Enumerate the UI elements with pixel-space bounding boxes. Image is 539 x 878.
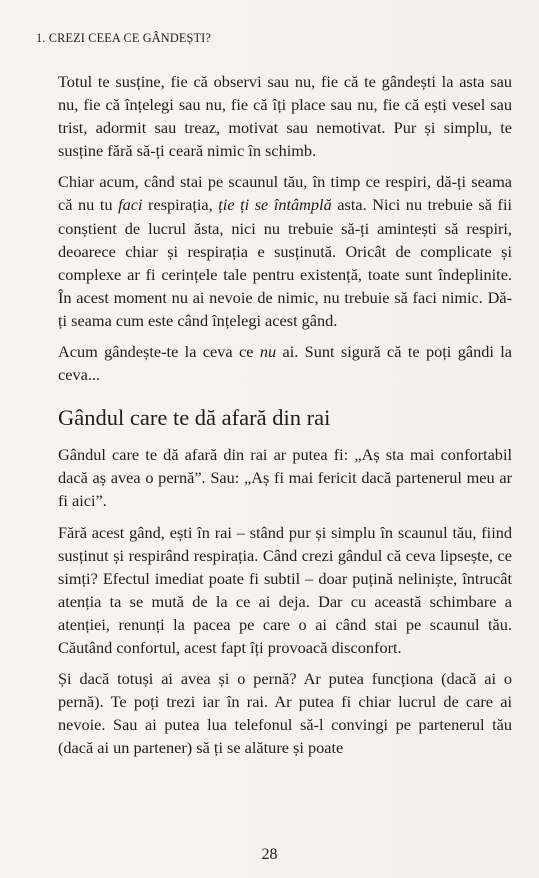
- page-content: [58, 70, 512, 767]
- running-head: 1. CREZI CEEA CE GÂNDEȘTI?: [36, 31, 212, 45]
- section-paragraph-3: Și dacă totuși ai avea și o pernă? Ar putea funcționa (dacă ai o pernă). Te poți trezi iar în rai. Ar putea fi chiar lucrul de care ai nevoie. Sau ai putea lua telefonul să-l convingi pe partenerul tău (dacă ai un partener) să ți se alăture și poate: [58, 669, 512, 758]
- paragraph-2-italic-2: ție ți se întâmplă: [218, 195, 332, 215]
- paragraph-2-part-3: asta. Nici nu trebuie să fii conștient de lucrul ăsta, nici nu trebuie să-ți amintești să respiri, deoarece chiar și respirația e susținută. Oricât de complicate și complexe ar fi cerințele tale pentru existență, toate sunt îndeplinite. În acest moment nu ai nevoie de nimic, nu trebuie să faci nimic. Dă-ți seama cum este când înțelegi acest gând.: [58, 195, 513, 330]
- section-paragraph-2: Fără acest gând, ești în rai – stând pur și simplu în scaunul tău, fiind susținut și respirând respirația. Când crezi gândul că ceva lipsește, ce simți? Efectul imediat poate fi subtil – doar puțină neliniște, întrucât atenția ta se mută de la ce ai deja. Dar cu această schimbare a atenției, renunți la pacea pe care o ai când stai pe scaunul tău. Căutând confortul, acest fapt îți provoacă disconfort.: [58, 522, 512, 657]
- section-paragraph-1: Gândul care te dă afară din rai ar putea fi: „Aș sta mai confortabil dacă aș avea o pernă”. Sau: „Aș fi mai fericit dacă partenerul meu ar fi aici”.: [58, 445, 512, 511]
- paragraph-3-italic: nu: [259, 342, 277, 362]
- paragraph-2: [58, 170, 512, 332]
- paragraph-3-part-2: ai. Sunt sigură că te poți gândi la ceva...: [58, 342, 513, 385]
- paragraph-3: [58, 340, 512, 386]
- paragraph-2-part-1: Chiar acum, când stai pe scaunul tău, în timp ce respiri, dă-ți seama că nu tu: [58, 172, 512, 215]
- paragraph-2-italic-1: faci: [118, 195, 143, 215]
- page-number: 28: [261, 846, 278, 863]
- paragraph-3-part-1: Acum gândește-te la ceva ce: [58, 342, 260, 362]
- section-title: Gândul care te dă afară din rai: [58, 405, 331, 431]
- paragraph-2-part-2: respirația,: [142, 195, 219, 215]
- paragraph-1: Totul te susține, fie că observi sau nu, fie că te gândești la asta sau nu, fie că înțelegi sau nu, fie că îți place sau nu, fie că ești vesel sau trist, adormit sau treaz, motivat sau nemotivat. Pur și simplu, te susține fără să-ți ceară nimic în schimb.: [58, 72, 512, 161]
